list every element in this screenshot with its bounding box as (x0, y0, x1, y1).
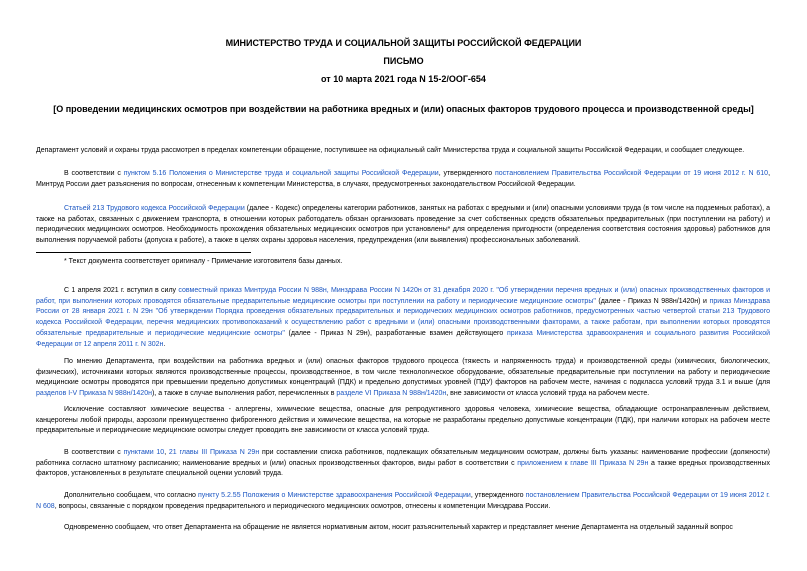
paragraph-intro (36, 146, 770, 157)
document-link[interactable]: пунктом 5.16 Положения о Министерстве труда и социальной защиты Российской Федерации (123, 170, 439, 177)
paragraph-text: , (164, 449, 169, 456)
document-link[interactable]: приложением к главе III Приказа N 29н (517, 459, 649, 467)
paragraph-text: при составлении списка работников, подлежащих обязательным медицинским осмотрам, должны быть указаны: наименование профессии (должности) работника согласно штатному расписанию; наименование вредных и (или) опасных производственных факторов, виды работ в соответствии с (36, 449, 771, 467)
document-link[interactable]: пункту 5.2.55 Положения о Министерстве здравоохранения Российской Федерации (198, 492, 471, 499)
document-link[interactable]: разделов I-V Приказа N 988н/1420н (36, 390, 152, 398)
paragraph-text: В соответствии с (64, 170, 124, 177)
paragraph-text: Департамент условий и охраны труда рассмотрел в пределах компетенции обращение, поступившее на официальный сайт Министерства труда и социальной защиты Российской Федерации, и сообщает следующее. (36, 147, 745, 154)
document-link[interactable]: постановлением Правительства Российской Федерации от 19 июня 2012 г. N 610 (495, 170, 769, 177)
paragraph-article-213 (36, 204, 770, 247)
document-date-number: от 10 марта 2021 года N 15-2/ООГ-654 (321, 74, 486, 84)
document-link[interactable]: приказа Министерства здравоохранения и социального развития Российской Федерации от 12 апреля 2011 г. N 302н (36, 329, 770, 348)
paragraph-text: По мнению Департамента, при воздействии на работника вредных и (или) опасных факторов трудового процесса (тяжесть и напряженность труда) и производственной среды (химических, биологических, физических), источниками которых являются производственные процессы, производственное, в том числе технологическое оборудование, обязательные предварительные при поступлении на работу и периодические медицинские осмотры проводятся при превышении предельно допустимых концентраций (ПДК) и предельно допустимых уровней (ПДУ) факторов на рабочем месте, начиная с подкласса условий труда 3.1 и выше (для (36, 358, 770, 387)
document-type: ПИСЬМО (383, 56, 424, 66)
paragraph-disclaimer (36, 523, 770, 534)
document-link[interactable]: разделе VI Приказа N 988н/1420н (336, 390, 447, 398)
footnote: * Текст документа соответствует оригиналу - Примечание изготовителя базы данных. (64, 258, 343, 265)
ministry-title: МИНИСТЕРСТВО ТРУДА И СОЦИАЛЬНОЙ ЗАЩИТЫ РОССИЙСКОЙ ФЕДЕРАЦИИ (225, 38, 582, 48)
paragraph-text: (далее - Кодекс) определены категории работников, занятых на работах с вредными и (или) опасными условиями труда (в том числе на подземных работах), а также на работах, связанных с движением транспорта, в отношении которых работодатель обязан организовать проведение за счет собственных средств обязательных предварительных (при поступлении на работу) и периодических медицинских осмотров. Необходимость прохождения обязательных медицинских осмотров при установлены* для определения пригодности (определения соответствия состояния здоровья) работников для выполнения поручаемой работы (допуска к работе), а также в целях охраны здоровья населения, предупреждения (или выявления) профессиональных заболеваний. (36, 205, 770, 245)
paragraph-text: , вопросы, связанные с порядком проведения предварительного и периодического медицинских осмотров, отнесены к компетенции Минздрава России. (54, 502, 551, 510)
paragraph-text: Дополнительно сообщаем, что согласно (64, 492, 198, 499)
paragraph-text: С 1 апреля 2021 г. вступил в силу (64, 287, 179, 294)
paragraph-text: (далее - Приказ N 29н), разработанные взамен действующего (284, 329, 507, 337)
paragraph-text: , утвержденного (438, 170, 495, 177)
document-link[interactable]: 21 главы III Приказа N 29н (168, 449, 260, 456)
document-link[interactable]: постановлением Правительства Российской Федерации от 19 июня 2012 г. N 608 (36, 492, 770, 510)
paragraph-orders (36, 286, 770, 350)
paragraph-text: . (163, 340, 166, 348)
footnote-separator (36, 252, 251, 253)
paragraph-text: ), а также в случае выполнения работ, перечисленных в (151, 390, 337, 398)
paragraph-text: В соответствии с (64, 449, 124, 456)
document-link[interactable]: пунктами 10 (123, 449, 165, 456)
document-link[interactable]: приказ Минздрава России от 28 января 2021 г. N 29н "Об утверждении Порядка проведения обязательных предварительных и периодических медицинских осмотров работников, предусмотренных частью четвертой статьи 213 Трудового кодекса Российской Федерации, перечня медицинских противопоказаний к осуществлению работ с вредными и (или) опасными производственными факторами, а также работам, при выполнении которых проводятся обязательные предварительные и периодические медицинские осмотры" (36, 297, 770, 337)
paragraph-text: , Минтруд России дает разъяснения по вопросам, отнесенным к компетенции Министерства, в случаях, предусмотренных законодательством Российской Федерации. (36, 170, 771, 188)
paragraph-list-of-workers (36, 448, 770, 480)
paragraph-text: а также вредных производственных факторов, установленных в результате специальной оценки условий труда. (36, 459, 771, 478)
paragraph-additional-info (36, 491, 770, 512)
paragraph-text: (далее - Приказ N 988н/1420н) и (595, 297, 710, 305)
paragraph-text: , вне зависимости от класса условий труда на рабочем месте. (446, 390, 650, 398)
paragraph-department-opinion (36, 357, 770, 400)
document-link[interactable]: Статьей 213 Трудового кодекса Российской Федерации (64, 205, 245, 212)
document-link[interactable]: совместный приказ Минтруда России N 988н, Минздрава России N 1420н от 31 декабря 2020 г. "Об утверждении перечня вредных и (или) опасных производственных факторов и работ, при выполнении которых проводятся обязательные предварительные медицинские осмотры при поступлении на работу и периодические медицинские осмотры" (36, 287, 771, 305)
paragraph-exceptions (36, 405, 770, 437)
paragraph-text: , утвержденного (470, 492, 526, 499)
paragraph-text: Одновременно сообщаем, что ответ Департамента на обращение не является нормативным актом, носит разъяснительный характер и представляет мнение Департамента на отдельный заданный вопрос (64, 524, 733, 531)
paragraph-text: Исключение составляют химические вещества - аллергены, химические вещества, опасные для репродуктивного здоровья человека, химические вещества, обладающие остронаправленным действием, канцерогены любой природы, аэрозоли преимущественно фиброгенного действия и химические вещества, на которые не разработаны предельно допустимые концентрации (ПДК), при наличии которых на рабочем месте предварительные и периодические медицинские осмотры следует проводить вне зависимости от класса условий труда. (36, 406, 770, 435)
document-subject: [О проведении медицинских осмотров при воздействии на работника вредных и (или) опасных факторов трудового процесса и производственной среды] (53, 104, 754, 114)
paragraph-competence (36, 169, 770, 190)
